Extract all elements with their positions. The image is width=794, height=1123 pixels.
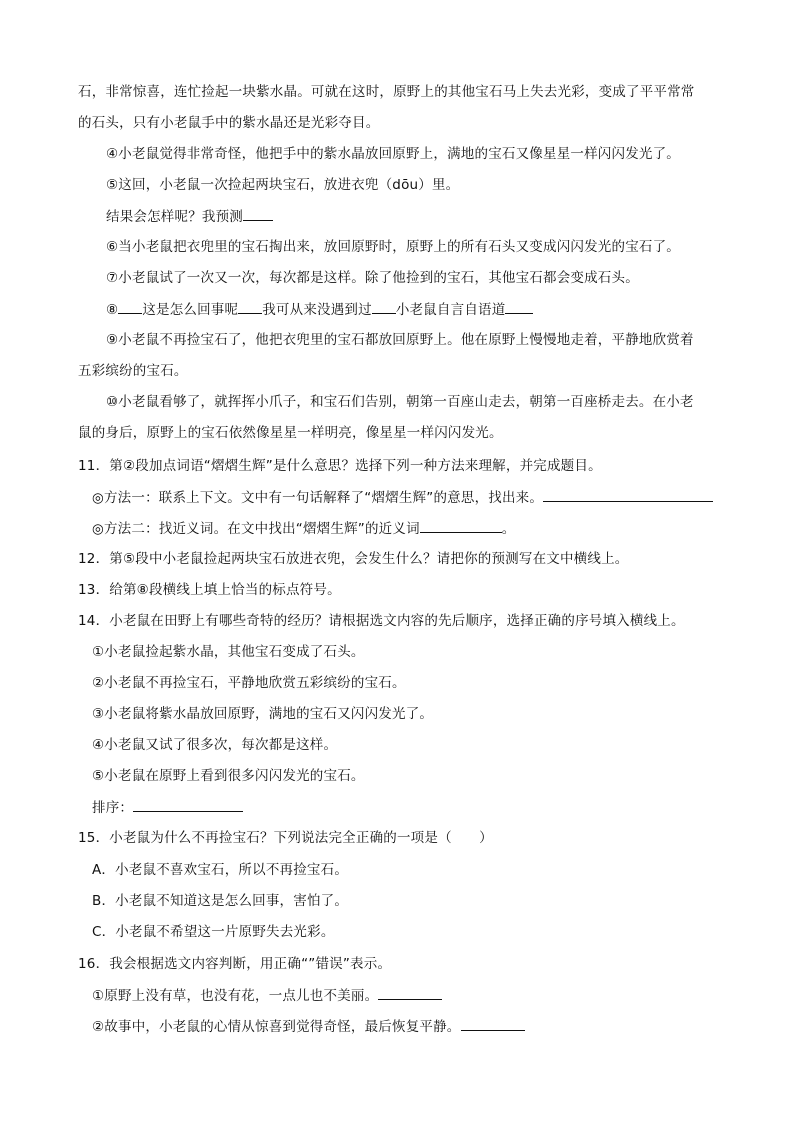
judgement-item-1 <box>92 985 442 1006</box>
question-15-stem: 15．小老鼠为什么不再捡宝石？下列说法完全正确的一项是（ ） <box>78 830 493 846</box>
option-b[interactable]: B．小老鼠不知道这是怎么回事，害怕了。 <box>92 893 349 909</box>
order-answer-blank[interactable] <box>133 797 243 812</box>
judgement-item-2 <box>92 1016 525 1037</box>
paragraph-8-text: 我可从来没遇到过 <box>262 302 372 318</box>
method-2-text: ◎方法二：找近义词。在文中找出“熠熠生辉”的近义词 <box>92 521 420 537</box>
paragraph-4: ④小老鼠觉得非常奇怪，他把手中的紫水晶放回原野上，满地的宝石又像星星一样闪闪发光了。 <box>106 146 681 162</box>
list-item: ②小老鼠不再捡宝石，平静地欣赏五彩缤纷的宝石。 <box>92 675 406 691</box>
paragraph-10-cont: 鼠的身后，原野上的宝石依然像星星一样明亮，像星星一样闪闪发光。 <box>78 425 503 441</box>
option-c[interactable]: C．小老鼠不希望这一片原野失去光彩。 <box>92 924 335 940</box>
paragraph-10: ⑩小老鼠看够了，就挥挥小爪子，和宝石们告别，朝第一百座山走去，朝第一百座桥走去。在小老 <box>106 394 694 410</box>
list-item: ④小老鼠又试了很多次，每次都是这样。 <box>92 737 338 753</box>
paragraph-5: ⑤这回，小老鼠一次捡起两块宝石，放进衣兜（dōu）里。 <box>106 177 460 193</box>
question-13: 13．给第⑧段横线上填上恰当的标点符号。 <box>78 582 341 598</box>
paragraph-8-text: 这是怎么回事呢 <box>142 302 239 318</box>
question-16-stem: 16．我会根据选文内容判断，用正确“”错误”表示。 <box>78 956 392 972</box>
punctuation-blank[interactable] <box>118 299 142 314</box>
punctuation-blank[interactable] <box>372 299 396 314</box>
paragraph-7: ⑦小老鼠试了一次又一次，每次都是这样。除了他捡到的宝石，其他宝石都会变成石头。 <box>106 270 639 286</box>
question-14-stem: 14．小老鼠在田野上有哪些奇特的经历？请根据选文内容的先后顺序，选择正确的序号填入横线上。 <box>78 613 685 629</box>
list-item: ③小老鼠将紫水晶放回原野，满地的宝石又闪闪发光了。 <box>92 706 434 722</box>
question-11-method-1 <box>92 487 713 508</box>
prediction-blank[interactable] <box>243 206 273 221</box>
passage-line: 石，非常惊喜，连忙捡起一块紫水晶。可就在这时，原野上的其他宝石马上失去光彩，变成了平平常常 <box>78 84 695 100</box>
question-14-order <box>92 797 243 818</box>
method-2-end: 。 <box>501 521 516 537</box>
question-11-stem: 11．第②段加点词语“熠熠生辉”是什么意思？选择下列一种方法来理解，并完成题目。 <box>78 458 602 474</box>
paragraph-9-cont: 五彩缤纷的宝石。 <box>78 363 188 379</box>
prediction-prompt: 结果会怎样呢？我预测 <box>106 209 243 225</box>
judgement-blank[interactable] <box>378 985 442 1000</box>
judgement-text: ①原野上没有草，也没有花，一点儿也不美丽。 <box>92 988 379 1004</box>
order-label: 排序： <box>92 800 134 816</box>
answer-blank[interactable] <box>420 518 502 533</box>
question-11-method-2 <box>92 518 515 539</box>
prediction-line <box>106 206 273 227</box>
method-1-text: ◎方法一：联系上下文。文中有一句话解释了“熠熠生辉”的意思，找出来。 <box>92 490 544 506</box>
paragraph-8-number: ⑧ <box>106 302 119 318</box>
option-a[interactable]: A．小老鼠不喜欢宝石，所以不再捡宝石。 <box>92 862 349 878</box>
punctuation-blank[interactable] <box>505 299 533 314</box>
paragraph-6: ⑥当小老鼠把衣兜里的宝石掏出来，放回原野时，原野上的所有石头又变成闪闪发光的宝石了。 <box>106 239 681 255</box>
question-12: 12．第⑤段中小老鼠捡起两块宝石放进衣兜，会发生什么？请把你的预测写在文中横线上。 <box>78 551 629 567</box>
paragraph-8-text: 小老鼠自言自语道 <box>395 302 506 318</box>
punctuation-blank[interactable] <box>238 299 262 314</box>
paragraph-8 <box>106 299 533 320</box>
judgement-blank[interactable] <box>461 1016 525 1031</box>
judgement-text: ②故事中，小老鼠的心情从惊喜到觉得奇怪，最后恢复平静。 <box>92 1019 461 1035</box>
answer-blank[interactable] <box>543 487 713 502</box>
passage-line: 的石头，只有小老鼠手中的紫水晶还是光彩夺目。 <box>78 115 380 131</box>
list-item: ①小老鼠捡起紫水晶，其他宝石变成了石头。 <box>92 644 365 660</box>
list-item: ⑤小老鼠在原野上看到很多闪闪发光的宝石。 <box>92 768 365 784</box>
paragraph-9: ⑨小老鼠不再捡宝石了，他把衣兜里的宝石都放回原野上。他在原野上慢慢地走着，平静地欣赏着 <box>106 332 694 348</box>
